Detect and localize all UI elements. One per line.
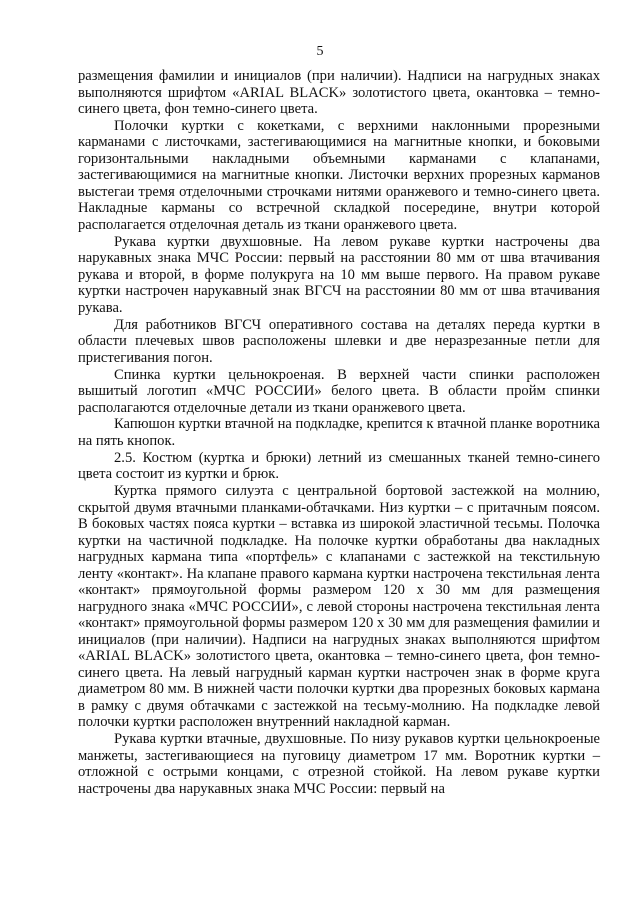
paragraph-back: Спинка куртки цельнокроеная. В верхней части спинки расположен вышитый логотип «МЧС РОССИИ» белого цвета. В области пройм спинки располагаются отделочные детали из ткани оранжевого цвета. [78, 366, 600, 416]
paragraph-summer-sleeves: Рукава куртки втачные, двухшовные. По низу рукавов куртки цельнокроеные манжеты, застегивающиеся на пуговицу диаметром 17 мм. Воротник куртки – отложной с острыми концами, с отрезной стойкой. На левом рукаве куртки настрочены два нарукавных знака МЧС России: первый на [78, 731, 600, 797]
paragraph-continuation: размещения фамилии и инициалов (при наличии). Надписи на нагрудных знаках выполняются шрифтом «ARIAL BLACK» золотистого цвета, окантовка – темно-синего цвета, фон темно-синего цвета. [78, 68, 600, 117]
paragraph-hood: Капюшон куртки втачной на подкладке, крепится к втачной планке воротника на пять кнопок. [78, 416, 601, 449]
page-number: 5 [316, 44, 324, 59]
paragraph-summer-suit-heading: 2.5. Костюм (куртка и брюки) летний из смешанных тканей темно-синего цвета состоит из куртки и брюк. [78, 449, 600, 483]
paragraph-epaulette-loops: Для работников ВГСЧ оперативного состава на деталях переда куртки в области плечевых швов расположены шлевки и две неразрезанные петли для пристегивания погон. [78, 316, 600, 366]
paragraph-front-panels: Полочки куртки с кокетками, с верхними наклонными прорезными карманами с листочками, застегивающимися на магнитные кнопки, и боковыми горизонтальными накладными объемными карманами с клапанами, застегивающимися на магнитные кнопки. Листочки верхних прорезных карманов выстегаи тремя отделочными строчками нитями оранжевого и темно-синего цвета. Накладные карманы со встречной складкой посередине, внутри которой располагается отделочная деталь из ткани оранжевого цвета. [78, 117, 600, 233]
document-body [78, 68, 600, 797]
paragraph-summer-jacket: Куртка прямого силуэта с центральной бортовой застежкой на молнию, скрытой двумя втачными планками-обтачками. Низ куртки – с притачным поясом. В боковых частях пояса куртки – вставка из широкой эластичной тесьмы. Полочка куртки на частичной подкладке. На полочке куртки обработаны два накладных нагрудных кармана типа «портфель» с клапанами с застежкой на текстильную ленту «контакт». На клапане правого кармана куртки настрочена текстильная лента «контакт» прямоугольной формы размером 120 х 30 мм для размещения нагрудного знака «МЧС РОССИИ», с левой стороны настрочена текстильная лента «контакт» прямоугольной формы размером 120 х 30 мм для размещения фамилии и инициалов (при наличии). Надписи на нагрудных знаках выполняются шрифтом «ARIAL BLACK» золотистого цвета, окантовка – темно-синего цвета, фон темно-синего цвета. На левый нагрудный карман куртки настрочен знак в форме круга диаметром 80 мм. В нижней части полочки куртки два прорезных боковых кармана в рамку с двумя обтачками с застежкой на тесьму-молнию. На подкладке левой полочки куртки расположен внутренний накладной карман. [78, 483, 600, 731]
paragraph-sleeves: Рукава куртки двухшовные. На левом рукаве куртки настрочены два нарукавных знака МЧС России: первый на расстоянии 80 мм от шва втачивания рукава и второй, в форме полукруга на 10 мм выше первого. На правом рукаве куртки настрочен нарукавный знак ВГСЧ на расстоянии 80 мм от шва втачивания рукава. [78, 233, 600, 316]
